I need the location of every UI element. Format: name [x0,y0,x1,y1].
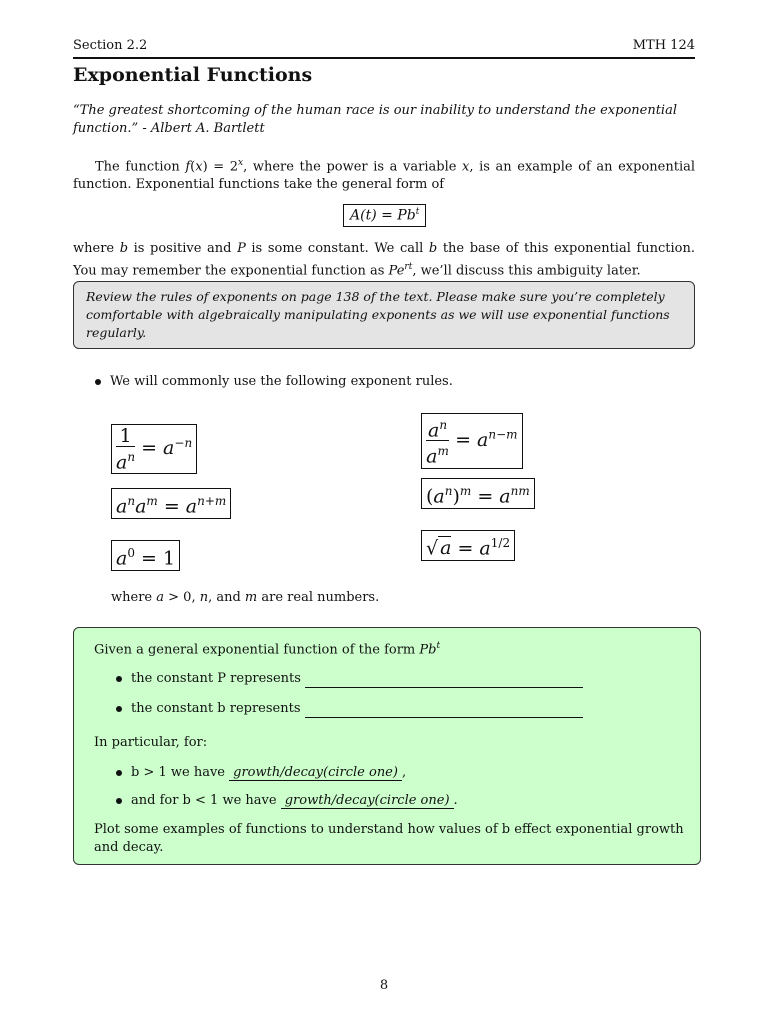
bullet-icon [116,676,122,682]
bullet-icon [116,798,122,804]
rules-bullet: We will commonly use the following exponent rules. [95,374,453,389]
exercise-box [73,627,701,865]
page-number: 8 [379,978,389,993]
general-form-equation: $A(t) = Pb^t$ [343,204,426,227]
circle-choice-growth[interactable]: growth/decay(circle one) [229,765,402,781]
rule-quotient: $\frac{a^n}{a^m}$ = $a^{n-m}$ [421,413,523,469]
exercise-intro: Given a general exponential function of the form Pb$^t$ [94,641,441,658]
bullet-icon [116,770,122,776]
page-title: Exponential Functions [73,64,313,86]
rule-zero-power: $a^0 = 1$ [111,540,180,571]
bullet-icon [95,379,101,385]
rule-product: $a^na^m = a^{n+m}$ [111,488,231,519]
base-paragraph: where b is positive and P is some constant. We call b the base of this exponential function. You may remember the exponential function as $Pe^{rt}$, we’ll discuss this ambiguity later. [73,241,696,279]
rule-power: $(a^n)^m = a^{nm}$ [421,478,535,509]
intro-paragraph: The function $f(x) = 2^x$, where the power is a variable x, is an example of an exponential function. Exponential functions take the general form of [73,158,696,193]
rule-reciprocal: $\frac{1}{a^n}$ = $a^{-n}$ [111,424,197,474]
exercise-bullet-decay: and for b < 1 we have growth/decay(circle one) . [116,792,458,810]
rule-root: √ $a = a^{1/2}$ [421,530,515,561]
where-clause: where a > 0, n, and m are real numbers. [111,590,380,605]
circle-choice-decay[interactable]: growth/decay(circle one) [281,793,454,809]
exercise-bullet-b: the constant b represents [116,700,583,718]
exercise-bullet-p: the constant P represents [116,670,583,688]
quote: “The greatest shortcoming of the human race is our inability to understand the exponential function.” - Albert A. Bartlett [73,103,677,136]
review-note-box: Review the rules of exponents on page 138 of the text. Please make sure you’re completely comfortable with algebraically manipulating exponents as we will use exponential functions regularly. [73,281,695,349]
bullet-icon [116,706,122,712]
in-particular-label: In particular, for: [94,735,208,750]
course-label: MTH 124 [632,38,695,53]
answer-blank-b[interactable] [305,703,583,718]
section-label: Section 2.2 [73,38,148,53]
answer-blank-p[interactable] [305,673,583,688]
exercise-bullet-growth: b > 1 we have growth/decay(circle one) , [116,764,406,782]
page-header [73,38,695,59]
plot-instruction: Plot some examples of functions to understand how values of b effect exponential growth and decay. [94,822,684,855]
